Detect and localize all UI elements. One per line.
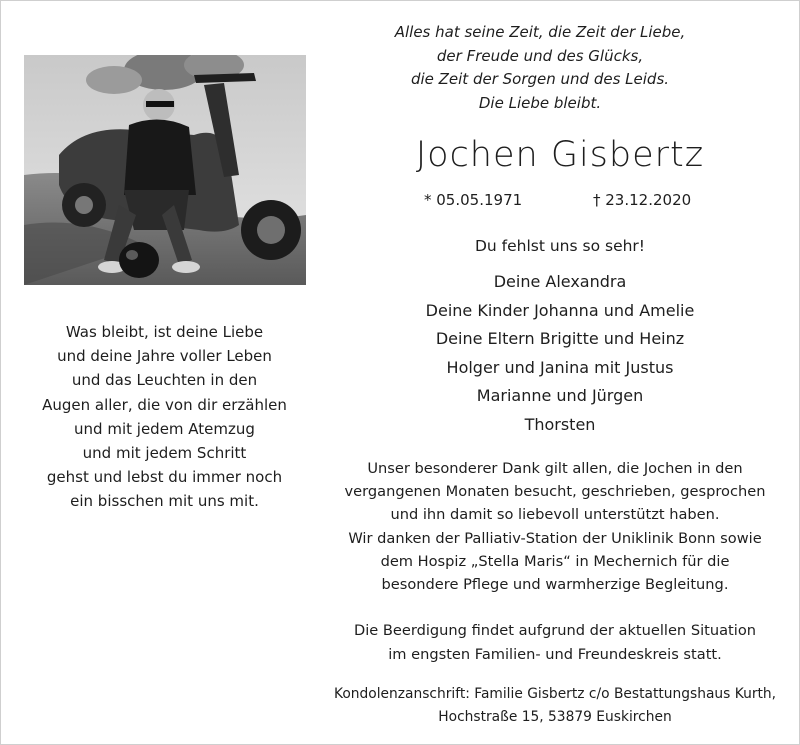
thanks-line: und ihn damit so liebevoll unterstützt haben. <box>390 506 720 524</box>
poem-line: und mit jedem Atemzug <box>74 419 255 438</box>
family-member: Thorsten <box>524 414 596 434</box>
quote-line: Die Liebe bleibt. <box>478 93 602 112</box>
thanks-line: Wir danken der Palliativ-Station der Uniklinik Bonn sowie <box>348 529 762 547</box>
thanks-line: vergangenen Monaten besucht, geschrieben, gesprochen <box>344 483 766 501</box>
funeral-line: im engsten Familien- und Freundeskreis statt. <box>388 645 722 663</box>
family-member: Deine Eltern Brigitte und Heinz <box>435 329 685 349</box>
address-line: Hochstraße 15, 53879 Euskirchen <box>438 709 672 725</box>
funeral-notice <box>320 619 790 666</box>
deceased-name: Jochen Gisbertz <box>415 135 705 175</box>
poem-line: Was bleibt, ist deine Liebe <box>65 323 264 341</box>
quote-line: die Zeit der Sorgen und des Leids. <box>410 70 670 88</box>
family-list <box>330 268 790 440</box>
thanks-paragraph <box>320 457 790 596</box>
poem-line: ein bisschen mit uns mit. <box>70 492 259 511</box>
family-member: Deine Kinder Johanna und Amelie <box>425 300 695 320</box>
family-member: Holger und Janina mit Justus <box>446 357 674 377</box>
quote-line: Alles hat seine Zeit, die Zeit der Liebe, <box>394 23 686 41</box>
memorial-poem <box>12 320 317 514</box>
address-line: Kondolenzanschrift: Familie Gisbertz c/o Bestattungshaus Kurth, <box>333 686 777 702</box>
missing-line: Du fehlst uns so sehr! <box>474 237 646 255</box>
death-date: † 23.12.2020 <box>593 191 692 209</box>
poem-line: und deine Jahre voller Leben <box>57 347 272 366</box>
opening-quote <box>320 21 760 115</box>
poem-line: und mit jedem Schritt <box>82 444 247 463</box>
poem-line: gehst und lebst du immer noch <box>46 468 283 487</box>
condolence-address <box>320 683 790 729</box>
family-member: Marianne und Jürgen <box>476 386 644 406</box>
thanks-line: Unser besonderer Dank gilt allen, die Jochen in den <box>367 460 743 477</box>
birth-date: * 05.05.1971 <box>424 191 523 209</box>
thanks-line: dem Hospiz „Stella Maris“ in Mechernich für die <box>380 552 730 570</box>
funeral-line: Die Beerdigung findet aufgrund der aktuellen Situation <box>353 622 757 639</box>
quote-line: der Freude und des Glücks, <box>436 46 644 65</box>
poem-line: und das Leuchten in den <box>71 371 258 390</box>
thanks-line: besondere Pflege und warmherzige Begleitung. <box>381 576 729 594</box>
portrait-photo <box>24 55 306 285</box>
family-member: Deine Alexandra <box>493 272 627 291</box>
poem-line: Augen aller, die von dir erzählen <box>42 395 287 414</box>
